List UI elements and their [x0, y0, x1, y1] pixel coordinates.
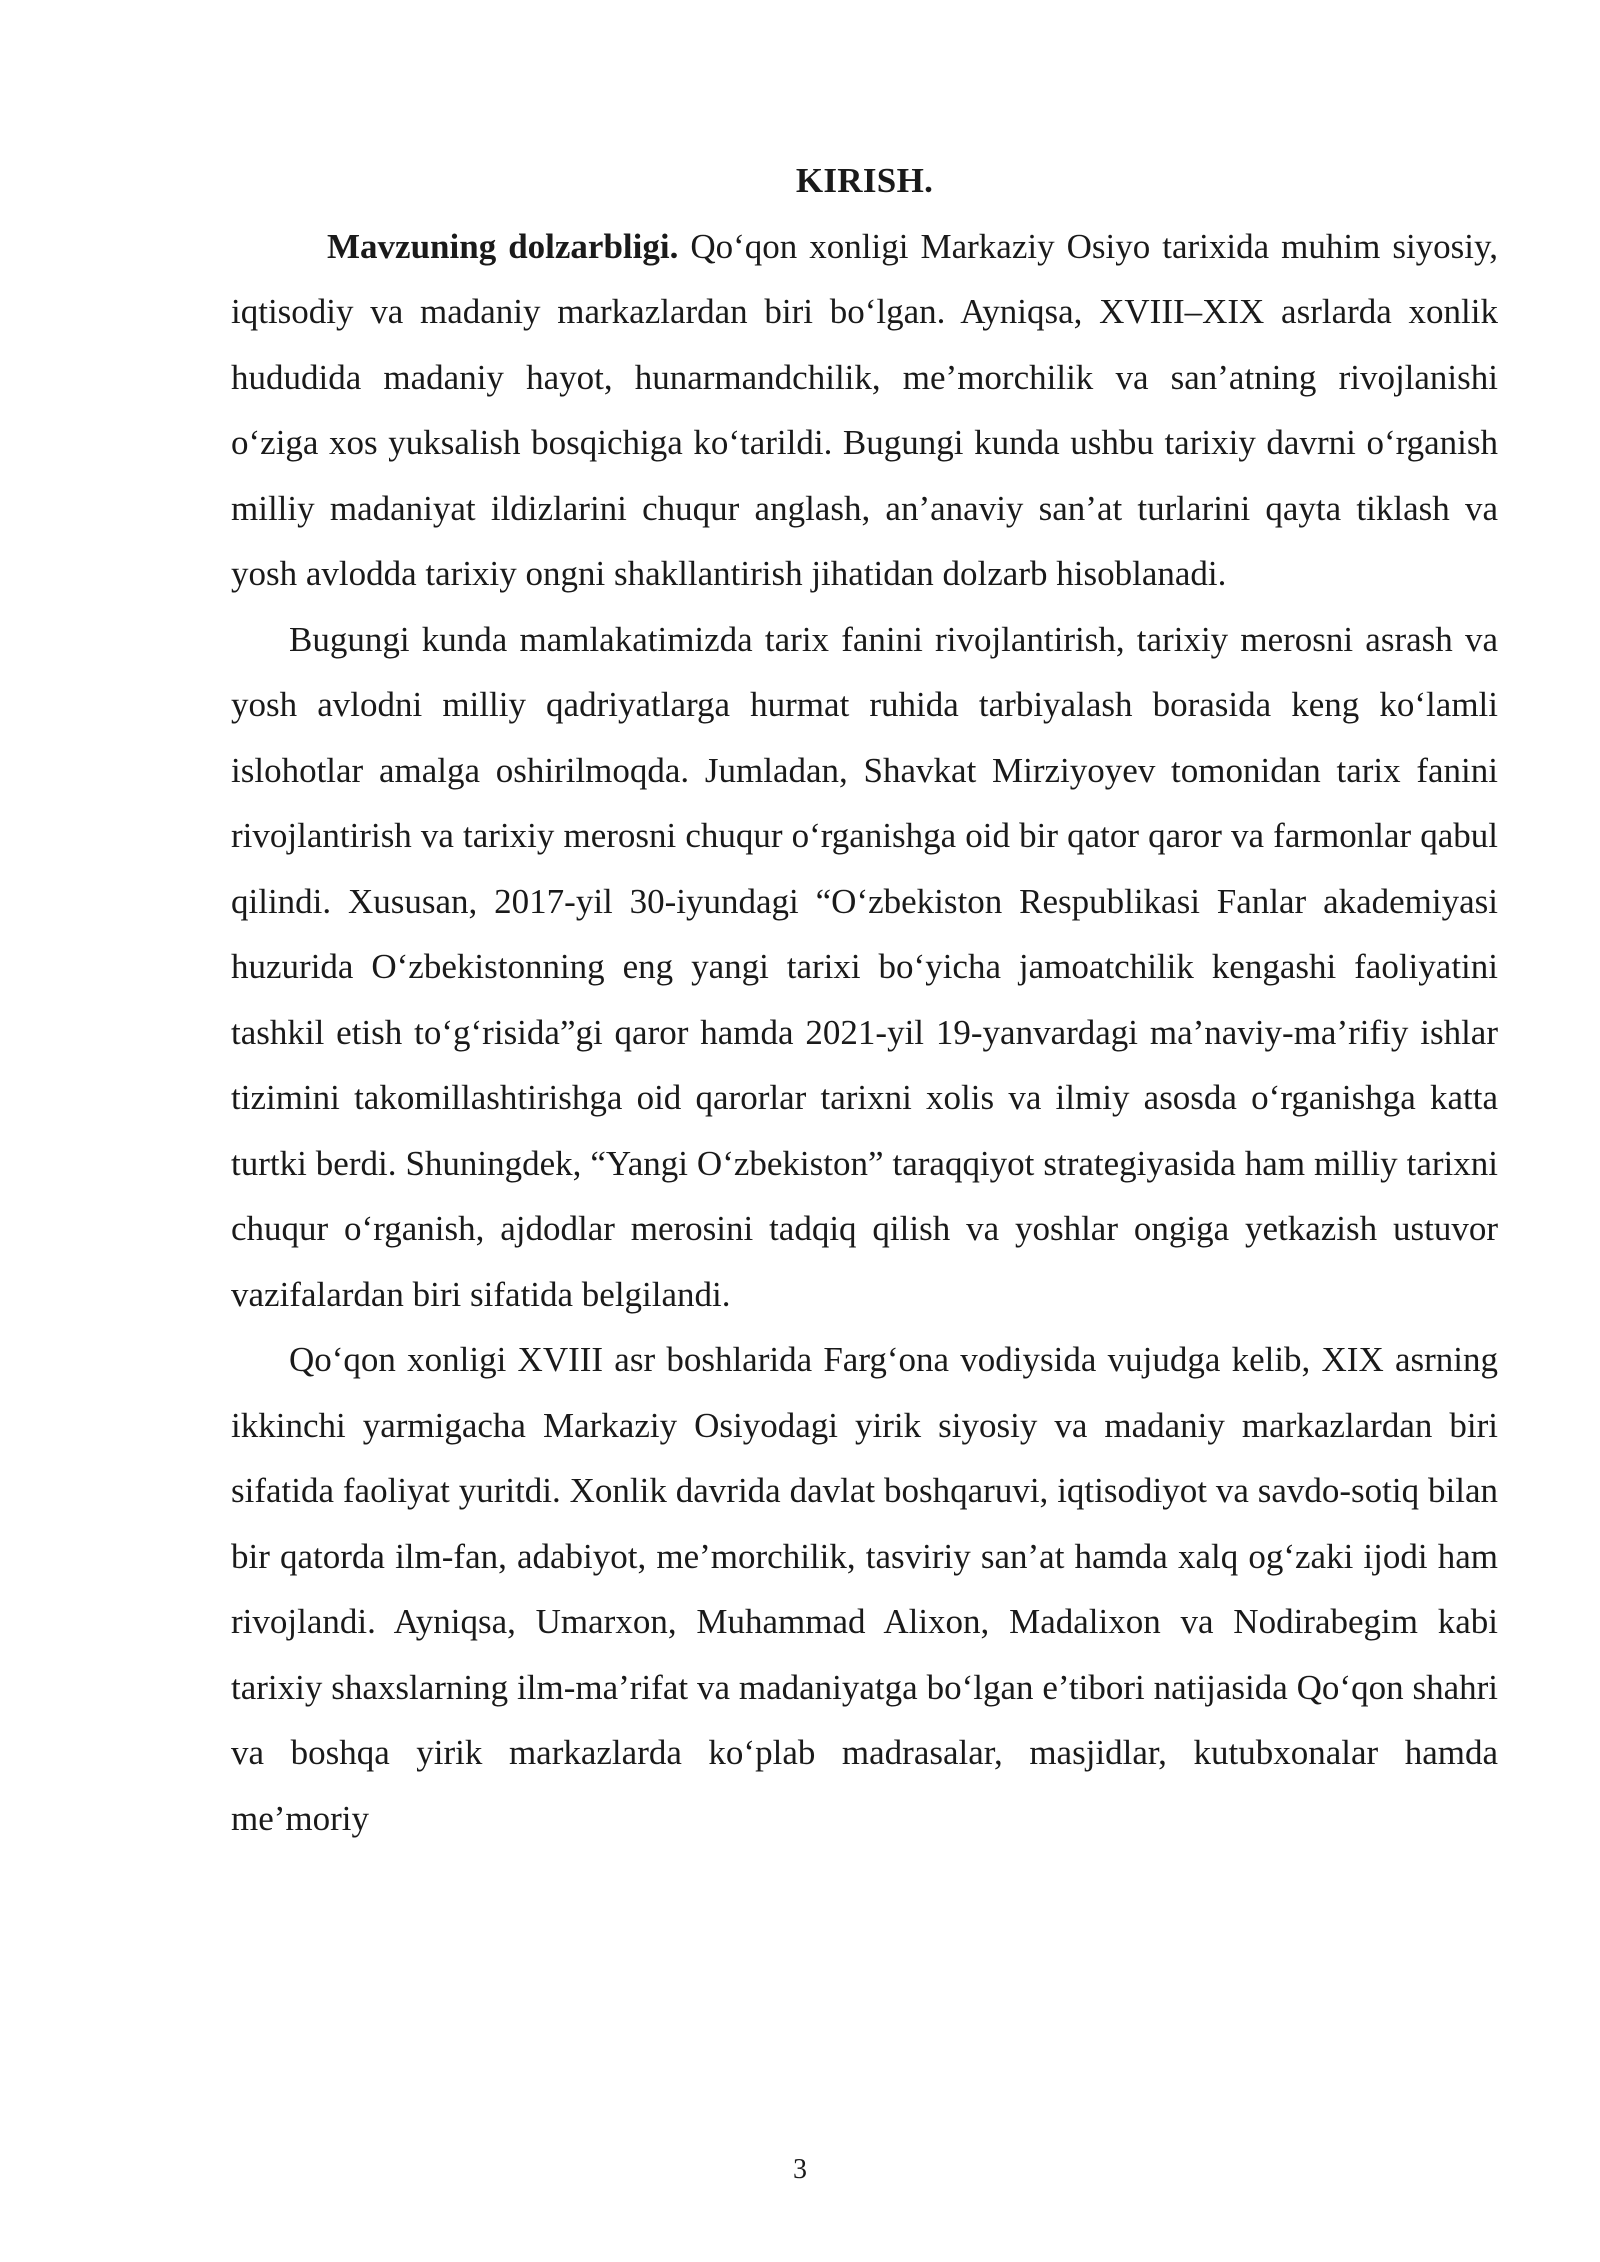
paragraph-text: Qo‘qon xonligi XVIII asr boshlarida Farg‘ona vodiysida vujudga kelib, XIX asrning ikkinchi yarmigacha Markaziy Osiyodagi yirik siyosiy va madaniy markazlardan biri sifatida faoliyat yuritdi. Xonlik davrida davlat boshqaruvi, iqtisodiyot va savdo-sotiq bilan bir qatorda ilm-fan, adabiyot, me’morchilik, tasviriy san’at hamda xalq og‘zaki ijodi ham rivojlandi. Ayniqsa, Umarxon, Muhammad Alixon, Madalixon va Nodirabegim kabi tarixiy shaxslarning ilm-ma’rifat va madaniyatga bo‘lgan e’tibori natijasida Qo‘qon shahri va boshqa yirik markazlarda ko‘plab madrasalar, masjidlar, kutubxonalar hamda me’moriy	[231, 1340, 1498, 1838]
paragraph-kokand-khanate	[231, 1327, 1498, 1851]
section-title: KIRISH.	[795, 161, 934, 200]
paragraph-reforms	[231, 607, 1498, 1328]
paragraph-text: Qo‘qon xonligi Markaziy Osiyo tarixida muhim siyosiy, iqtisodiy va madaniy markazlardan biri bo‘lgan. Ayniqsa, XVIII–XIX asrlarda xonlik hududida madaniy hayot, hunarmandchilik, me’morchilik va san’atning rivojlanishi o‘ziga xos yuksalish bosqichiga ko‘tarildi. Bugungi kunda ushbu tarixiy davrni o‘rganish milliy madaniyat ildizlarini chuqur anglash, an’anaviy san’at turlarini qayta tiklash va yosh avlodda tarixiy ongni shakllantirish jihatidan dolzarb hisoblanadi.	[231, 226, 1498, 593]
page-number: 3	[793, 2154, 807, 2185]
paragraph-relevance	[231, 214, 1498, 607]
paragraph-text: Bugungi kunda mamlakatimizda tarix fanini rivojlantirish, tarixiy merosni asrash va yosh avlodni milliy qadriyatlarga hurmat ruhida tarbiyalash borasida keng ko‘lamli islohotlar amalga oshirilmoqda. Jumladan, Shavkat Mirziyoyev tomonidan tarix fanini rivojlantirish va tarixiy merosni chuqur o‘rganishga oid bir qator qaror va farmonlar qabul qilindi. Xususan, 2017-yil 30-iyundagi “O‘zbekiston Respublikasi Fanlar akademiyasi huzurida O‘zbekistonning eng yangi tarixi bo‘yicha jamoatchilik kengashi faoliyatini tashkil etish to‘g‘risida”gi qaror hamda 2021-yil 19-yanvardagi ma’naviy-ma’rifiy ishlar tizimini takomillashtirishga oid qarorlar tarixni xolis va ilmiy asosda o‘rganishga katta turtki berdi. Shuningdek, “Yangi O‘zbekiston” taraqqiyot strategiyasida ham milliy tarixni chuqur o‘rganish, ajdodlar merosini tadqiq qilish va yoshlar ongiga yetkazish ustuvor vazifalardan biri sifatida belgilandi.	[231, 619, 1498, 1314]
paragraph-lead-heading: Mavzuning dolzarbligi.	[327, 226, 679, 266]
page-content	[231, 148, 1498, 1851]
